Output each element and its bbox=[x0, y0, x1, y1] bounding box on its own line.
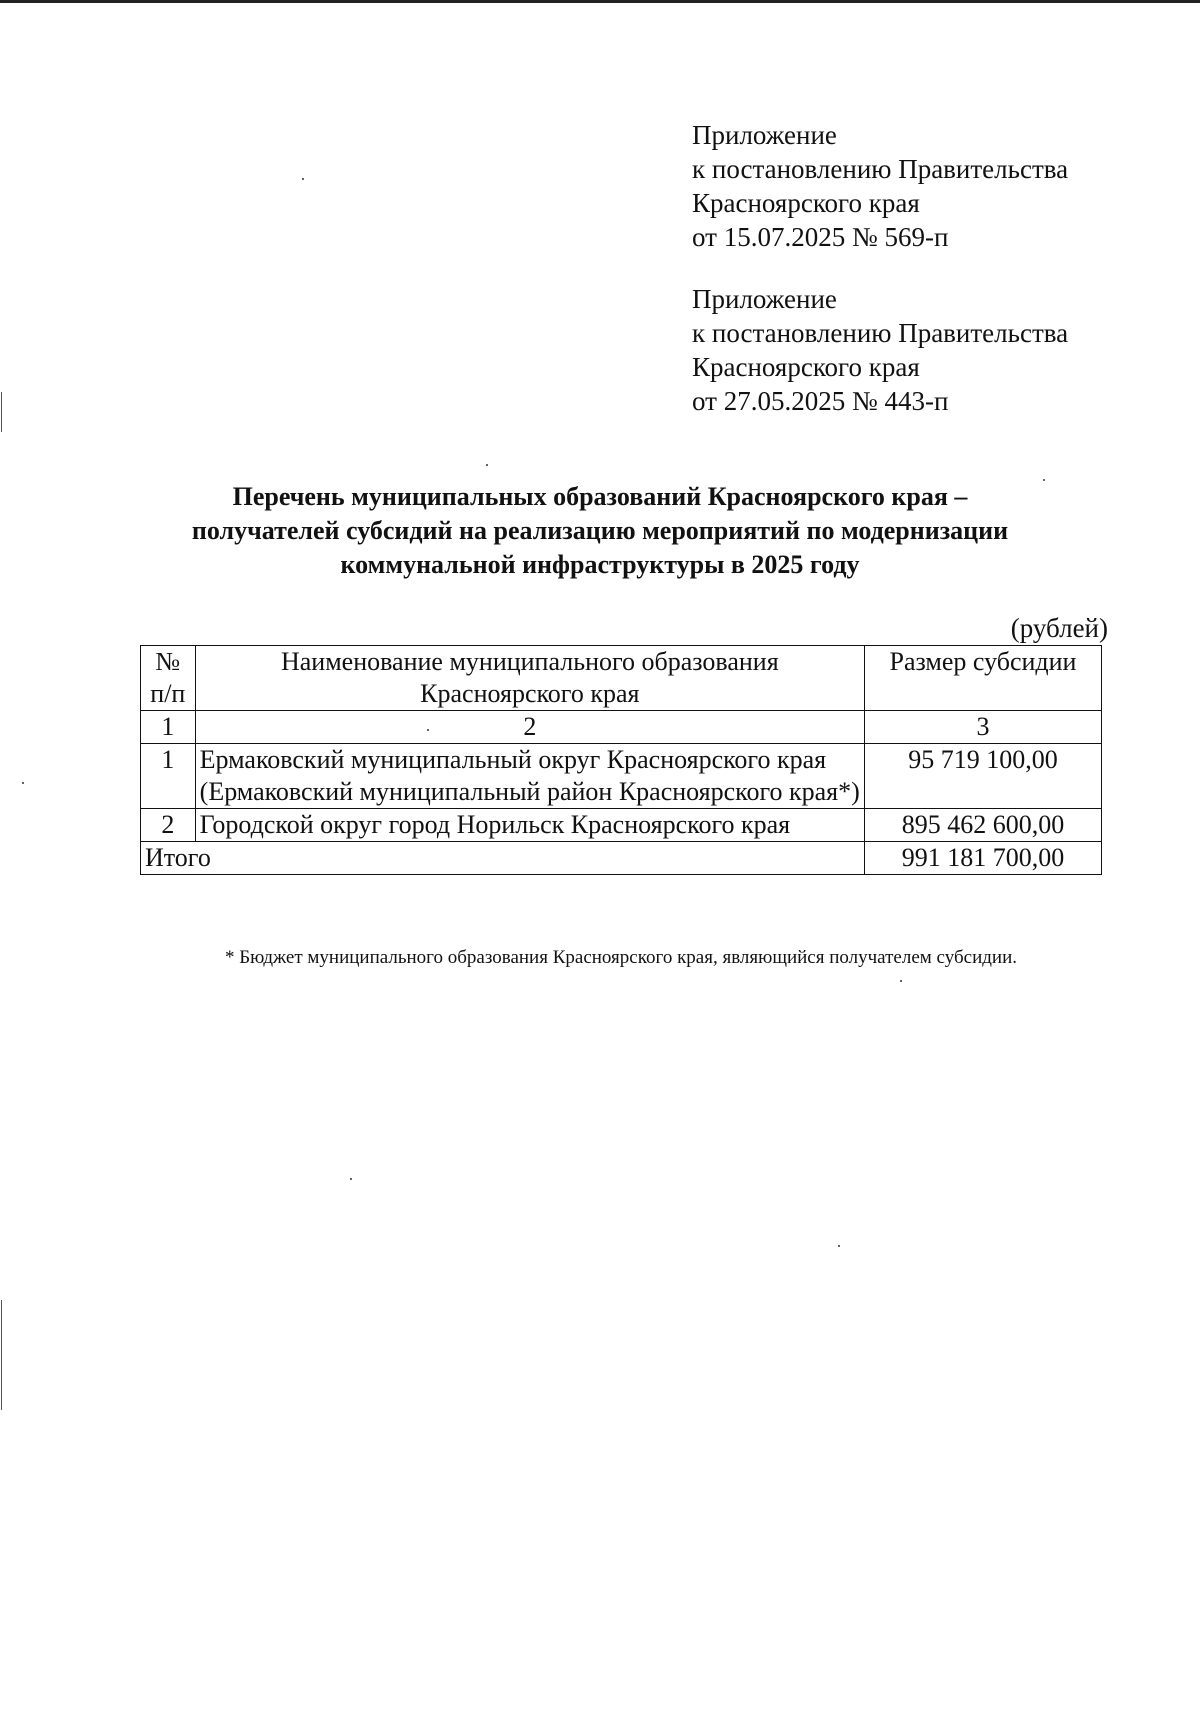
scan-speck bbox=[22, 782, 24, 784]
appendix-date-number: от 27.05.2025 № 443-п bbox=[692, 386, 949, 416]
units-label: (рублей) bbox=[1010, 613, 1108, 643]
row-number: 2 bbox=[141, 809, 196, 842]
appendix-resolution-ref: к постановлению Правительства bbox=[692, 154, 1069, 184]
scan-speck bbox=[486, 464, 488, 466]
column-number: 2 bbox=[195, 711, 864, 744]
total-amount: 991 181 700,00 bbox=[864, 842, 1101, 875]
scan-speck bbox=[350, 1178, 352, 1180]
total-label: Итого bbox=[141, 842, 865, 875]
document-title-line: Перечень муниципальных образований Красноярского края – bbox=[232, 482, 968, 511]
document-title-line: получателей субсидий на реализацию мероприятий по модернизации bbox=[191, 516, 1009, 545]
municipality-name: Городской округ город Норильск Красноярского края bbox=[195, 809, 864, 842]
column-header-name: Наименование муниципального образования Красноярского края bbox=[195, 646, 864, 711]
municipality-name: Ермаковский муниципальный округ Красноярского края (Ермаковский муниципальный район Красноярского края*) bbox=[195, 744, 864, 809]
column-number: 3 bbox=[864, 711, 1101, 744]
scan-speck bbox=[427, 729, 429, 731]
column-number: 1 bbox=[141, 711, 196, 744]
appendix-date-number: от 15.07.2025 № 569-п bbox=[692, 222, 949, 252]
document-title bbox=[140, 480, 1060, 582]
scan-speck bbox=[1043, 479, 1045, 481]
appendix-label: Приложение bbox=[692, 284, 837, 314]
page-top-border bbox=[0, 0, 1200, 3]
scan-speck bbox=[302, 178, 304, 180]
table-row bbox=[141, 809, 1102, 842]
scan-speck bbox=[900, 980, 902, 982]
footnote: * Бюджет муниципального образования Красноярского края, являющийся получателем субсидии. bbox=[224, 947, 1018, 968]
table-total-row bbox=[141, 842, 1102, 875]
row-number: 1 bbox=[141, 744, 196, 809]
appendix-label: Приложение bbox=[692, 120, 837, 150]
scan-edge-mark bbox=[1, 1300, 2, 1410]
table-header-row bbox=[141, 646, 1102, 711]
subsidies-table bbox=[140, 645, 1102, 875]
scan-speck bbox=[838, 1245, 840, 1247]
scan-edge-mark bbox=[1, 392, 2, 432]
column-header-number: № п/п bbox=[141, 646, 196, 711]
appendix-region: Красноярского края bbox=[692, 188, 920, 218]
appendix-header-current bbox=[692, 118, 1152, 254]
document-title-line: коммунальной инфраструктуры в 2025 году bbox=[340, 550, 860, 579]
subsidy-amount: 95 719 100,00 bbox=[864, 744, 1101, 809]
subsidies-table-wrapper bbox=[140, 645, 1102, 875]
table-column-numbers-row bbox=[141, 711, 1102, 744]
appendix-region: Красноярского края bbox=[692, 352, 920, 382]
column-header-amount: Размер субсидии bbox=[864, 646, 1101, 711]
subsidy-amount: 895 462 600,00 bbox=[864, 809, 1101, 842]
table-row bbox=[141, 744, 1102, 809]
appendix-resolution-ref: к постановлению Правительства bbox=[692, 318, 1069, 348]
appendix-header-original bbox=[692, 282, 1152, 418]
